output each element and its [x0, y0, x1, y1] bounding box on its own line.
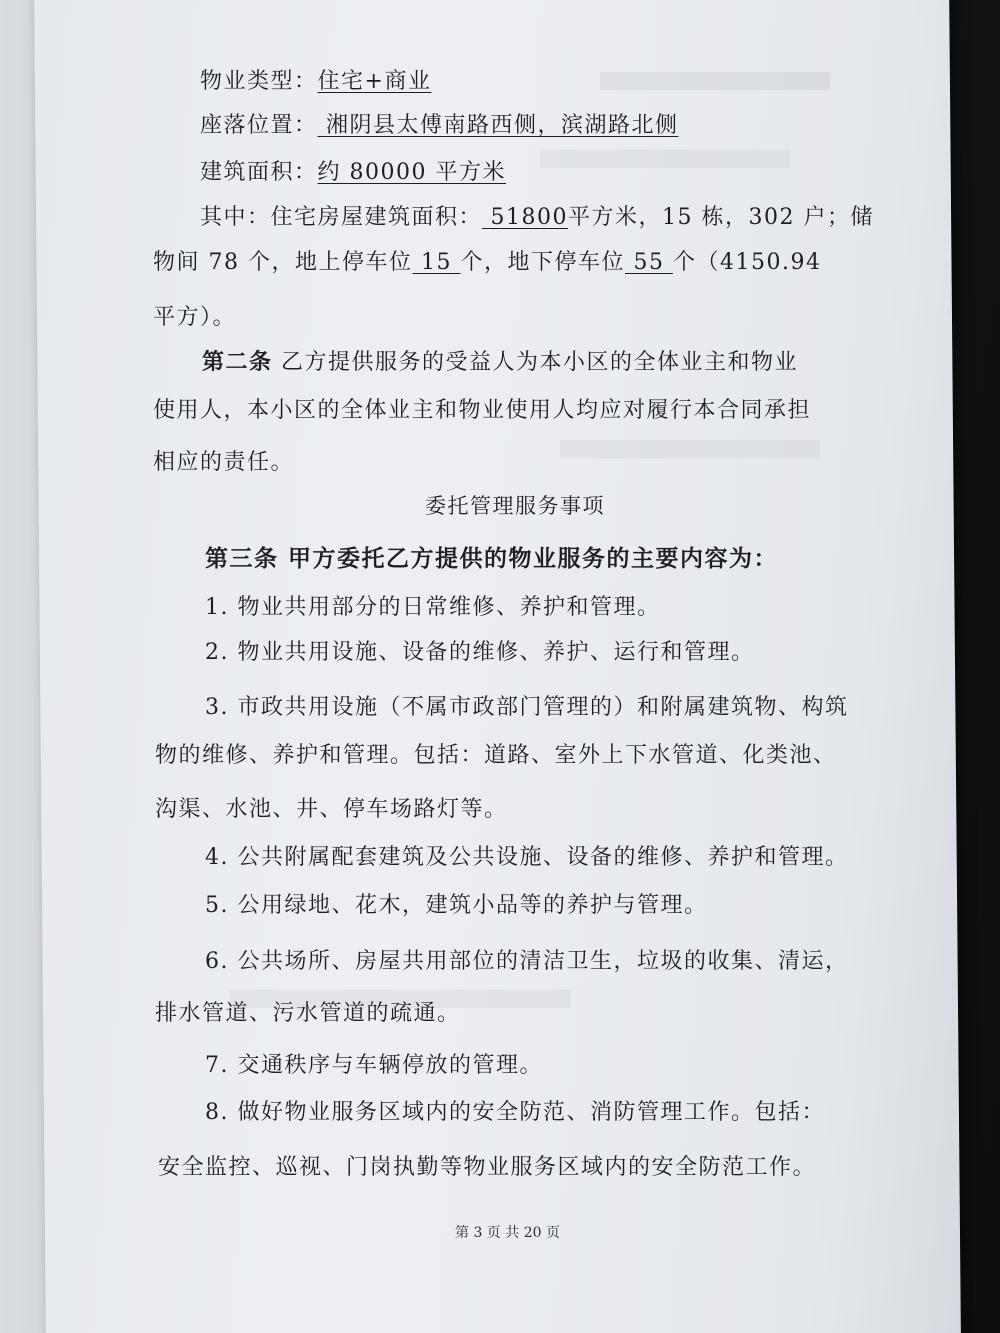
area-detail-line-2	[153, 245, 821, 276]
article-3-intro: 甲方委托乙方提供的物业服务的主要内容为：	[278, 545, 779, 572]
article-2-line-2: 使用人，本小区的全体业主和物业使用人均应对履行本合同承担	[153, 398, 812, 423]
residential-area-units: 平方米，15 栋，302 户；储	[568, 205, 874, 230]
page-number-footer: 第 3 页 共 20 页	[455, 1225, 560, 1241]
article-3-intro-line	[205, 540, 778, 573]
service-item-continued: 沟渠、水池、井、停车场路灯等。	[155, 797, 508, 822]
service-item: 7. 交通秩序与车辆停放的管理。	[205, 1053, 543, 1078]
section-title: 委托管理服务事项	[425, 494, 605, 518]
service-item-continued: 排水管道、污水管道的疏通。	[155, 1001, 461, 1026]
show-through-mark	[560, 440, 820, 458]
area-detail-line-3: 平方）。	[153, 305, 237, 330]
service-item: 4. 公共附属配套建筑及公共设施、设备的维修、养护和管理。	[205, 845, 849, 870]
residential-area-label: 其中：住宅房屋建筑面积：	[200, 205, 483, 230]
residential-area-value: 51800	[482, 205, 568, 230]
area-detail-line-1	[200, 200, 874, 231]
storage-parking-text: 物间 78 个，地上停车位	[153, 250, 413, 275]
underground-parking-value: 55	[624, 250, 673, 275]
location-value: 湘阴县太傅南路西侧，滨湖路北侧	[317, 113, 679, 138]
show-through-mark	[600, 72, 830, 90]
service-item: 1. 物业共用部分的日常维修、养护和管理。	[205, 595, 661, 620]
service-item: 5. 公用绿地、花木，建筑小品等的养护与管理。	[205, 893, 708, 918]
ground-parking-value: 15	[412, 250, 461, 275]
property-type-value: 住宅+商业	[317, 69, 432, 94]
property-type-label: 物业类型：	[200, 69, 318, 94]
service-item-continued: 安全监控、巡视、门岗执勤等物业服务区域内的安全防范工作。	[158, 1155, 817, 1180]
underground-parking-text: 个，地下停车位	[460, 250, 625, 275]
service-item-continued: 物的维修、养护和管理。包括：道路、室外上下水管道、化类池、	[155, 743, 837, 768]
article-2-heading: 第二条	[202, 349, 273, 375]
service-item: 8. 做好物业服务区域内的安全防范、消防管理工作。包括：	[205, 1100, 825, 1125]
underground-area-text: 个（4150.94	[672, 250, 822, 275]
location-line	[200, 108, 679, 139]
article-2-line-3: 相应的责任。	[153, 450, 295, 475]
article-2-line-1	[202, 345, 798, 376]
service-item: 6. 公共场所、房屋共用部位的清洁卫生，垃圾的收集、清运，	[205, 949, 849, 974]
area-value: 约 80000 平方米	[317, 160, 506, 185]
location-label: 座落位置：	[200, 113, 318, 138]
article-2-text: 乙方提供服务的受益人为本小区的全体业主和物业	[272, 350, 799, 375]
service-item: 3. 市政共用设施（不属市政部门管理的）和附属建筑物、构筑	[205, 695, 849, 720]
service-item: 2. 物业共用设施、设备的维修、养护、运行和管理。	[205, 640, 755, 665]
property-type-line	[200, 64, 431, 95]
area-label: 建筑面积：	[200, 160, 318, 185]
area-line	[200, 155, 506, 186]
show-through-mark	[540, 150, 790, 168]
article-3-heading: 第三条	[205, 545, 279, 572]
